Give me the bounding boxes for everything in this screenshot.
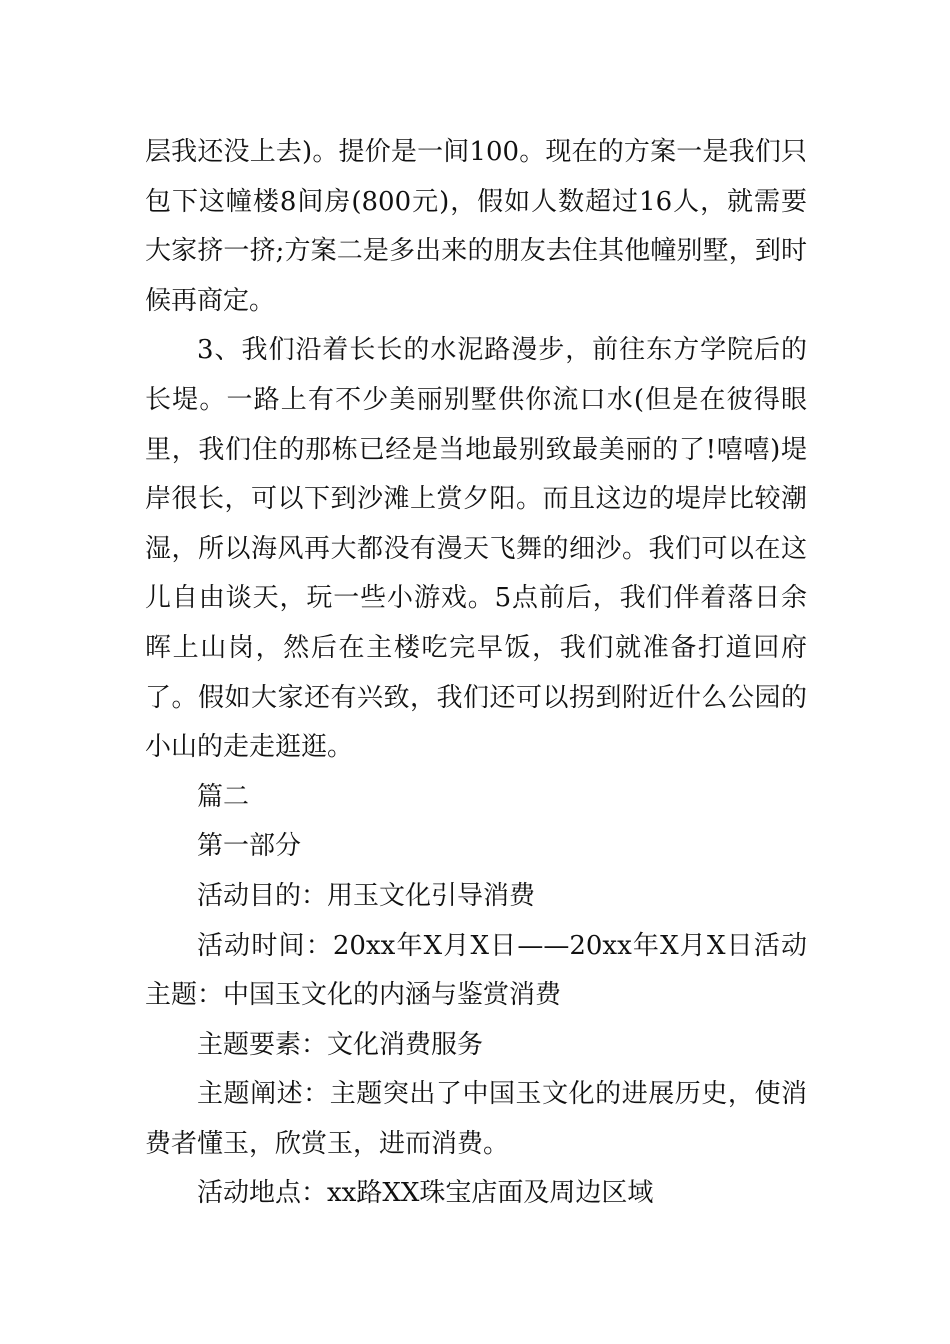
activity-time: 活动时间：20xx年X月X日——20xx年X月X日活动主题：中国玉文化的内涵与鉴赏消费 [145,930,807,1011]
document-body [145,128,807,1219]
paragraph-continuation: 层我还没上去)。提价是一间100。现在的方案一是我们只包下这幢楼8间房(800元)，假如人数超过16人，就需要大家挤一挤;方案二是多出来的朋友去住其他幢别墅，到时候再商定。 [145,137,807,316]
theme-elements: 主题要素：文化消费服务 [197,1029,484,1060]
part-title: 第一部分 [197,831,302,862]
activity-location: 活动地点：xx路XX珠宝店面及周边区域 [197,1178,654,1209]
section-title: 篇二 [197,781,250,812]
paragraph-itinerary-3: 3、我们沿着长长的水泥路漫步，前往东方学院后的长堤。一路上有不少美丽别墅供你流口水(但是在彼得眼里，我们住的那栋已经是当地最别致最美丽的了!嘻嘻)堤岸很长，可以下到沙滩上赏夕阳。而且这边的堤岸比较潮湿，所以海风再大都没有漫天飞舞的细沙。我们可以在这儿自由谈天，玩一些小游戏。5点前后，我们伴着落日余晖上山岗，然后在主楼吃完早饭，我们就准备打道回府了。假如大家还有兴致，我们还可以拐到附近什么公园的小山的走走逛逛。 [145,335,807,763]
theme-description: 主题阐述：主题突出了中国玉文化的进展历史，使消费者懂玉，欣赏玉，进而消费。 [145,1079,807,1159]
activity-purpose: 活动目的：用玉文化引导消费 [197,880,536,911]
